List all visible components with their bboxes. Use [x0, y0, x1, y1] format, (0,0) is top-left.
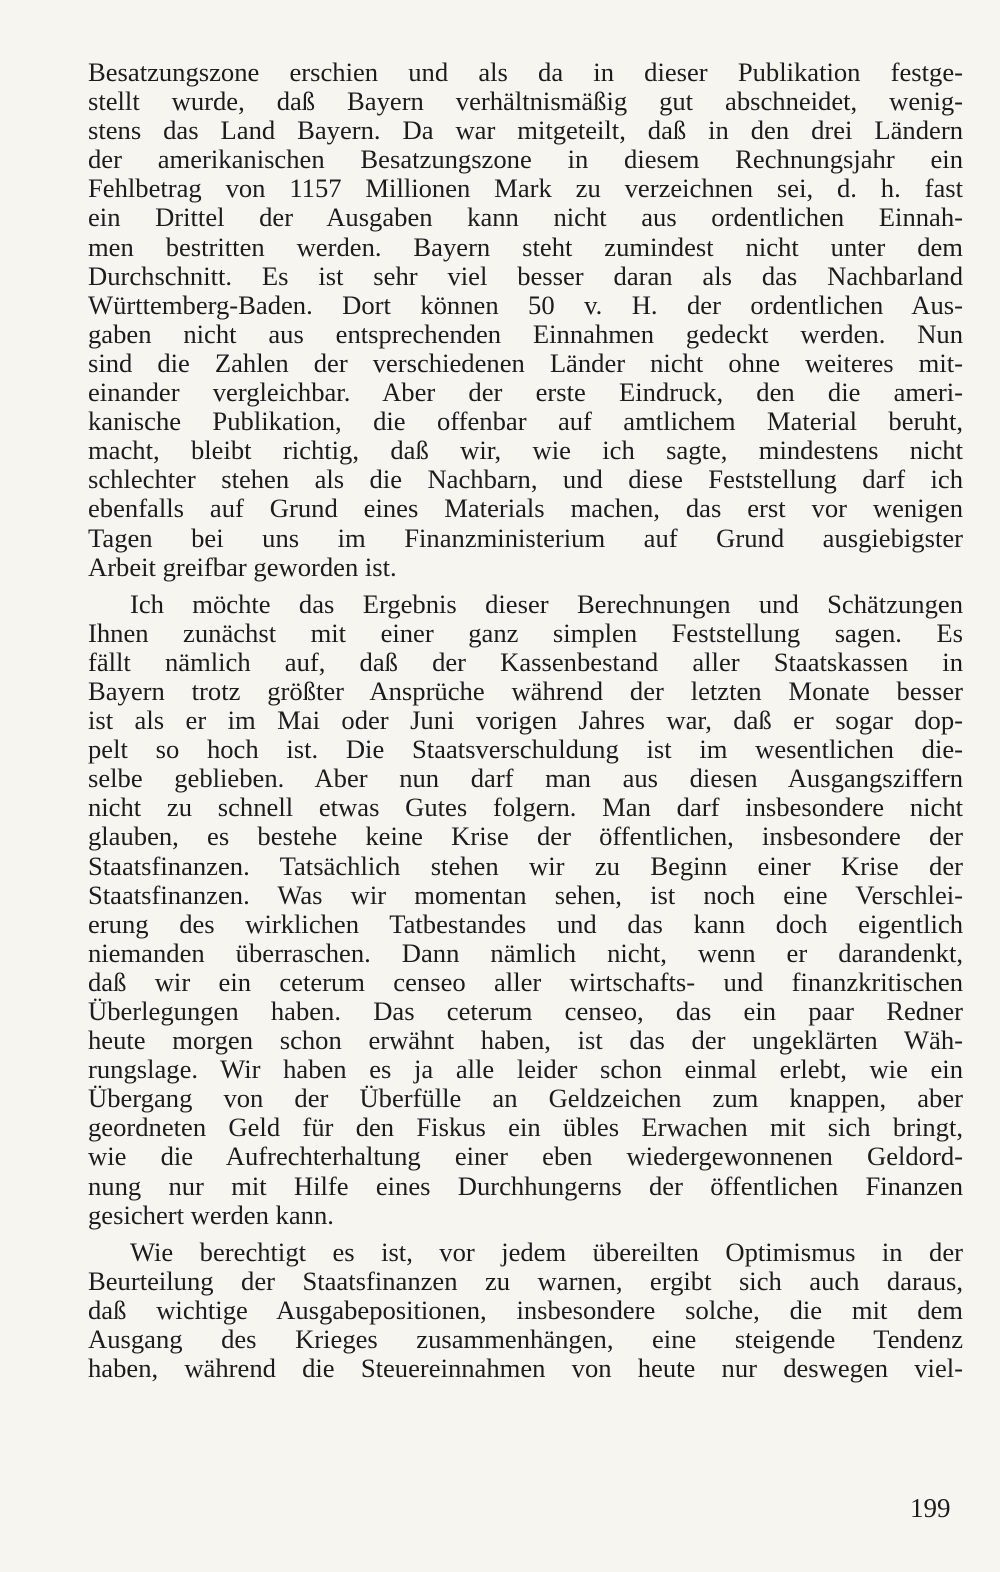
paragraph-3	[88, 1238, 963, 1383]
text-line: Tagen bei uns im Finanzministerium auf Grund ausgiebigster	[88, 522, 963, 553]
text-line: Übergang von der Überfülle an Geldzeichen zum knappen, aber	[88, 1083, 963, 1114]
text-line: rungslage. Wir haben es ja alle leider schon einmal erlebt, wie ein	[88, 1054, 963, 1085]
text-line: glauben, es bestehe keine Krise der öffentlichen, insbesondere der	[88, 821, 963, 852]
text-line: Staatsfinanzen. Tatsächlich stehen wir zu Beginn einer Krise der	[88, 850, 963, 881]
text-line: ebenfalls auf Grund eines Materials machen, das erst vor wenigen	[88, 493, 963, 524]
text-line: Fehlbetrag von 1157 Millionen Mark zu verzeichnen sei, d. h. fast	[88, 173, 963, 204]
page-number: 199	[910, 1493, 951, 1523]
text-line: gaben nicht aus entsprechenden Einnahmen gedeckt werden. Nun	[88, 318, 963, 349]
text-line: Bayern trotz größter Ansprüche während der letzten Monate besser	[88, 675, 963, 706]
text-line: daß wichtige Ausgabepositionen, insbesondere solche, die mit dem	[88, 1294, 963, 1325]
text-line: erung des wirklichen Tatbestandes und das kann doch eigentlich	[88, 908, 963, 939]
text-line: selbe geblieben. Aber nun darf man aus diesen Ausgangsziffern	[88, 763, 963, 794]
text-line: Ihnen zunächst mit einer ganz simplen Feststellung sagen. Es	[88, 617, 963, 648]
text-line: haben, während die Steuereinnahmen von heute nur deswegen viel-	[88, 1353, 963, 1384]
page-body	[88, 58, 963, 1383]
text-line: macht, bleibt richtig, daß wir, wie ich sagte, mindestens nicht	[88, 435, 963, 466]
text-line: Staatsfinanzen. Was wir momentan sehen, ist noch eine Verschlei-	[88, 879, 963, 910]
text-line: Wie berechtigt es ist, vor jedem übereilten Optimismus in der	[130, 1236, 963, 1267]
text-line: men bestritten werden. Bayern steht zumindest nicht unter dem	[88, 231, 963, 262]
paragraph-1	[88, 58, 963, 582]
text-line: heute morgen schon erwähnt haben, ist das der ungeklärten Wäh-	[88, 1025, 963, 1056]
text-line: Württemberg-Baden. Dort können 50 v. H. der ordentlichen Aus-	[88, 289, 963, 320]
text-line: ist als er im Mai oder Juni vorigen Jahres war, daß er sogar dop-	[88, 705, 963, 736]
text-line: nicht zu schnell etwas Gutes folgern. Man darf insbesondere nicht	[88, 792, 963, 823]
text-line: pelt so hoch ist. Die Staatsverschuldung ist im wesentlichen die-	[88, 734, 963, 765]
text-line: Überlegungen haben. Das ceterum censeo, das ein paar Redner	[88, 996, 963, 1026]
text-line: geordneten Geld für den Fiskus ein übles Erwachen mit sich bringt,	[88, 1112, 963, 1143]
text-line: Besatzungszone erschien und als da in dieser Publikation festge-	[88, 57, 963, 87]
text-line: Ausgang des Krieges zusammenhängen, eine steigende Tendenz	[88, 1324, 963, 1355]
text-line: fällt nämlich auf, daß der Kassenbestand aller Staatskassen in	[88, 646, 963, 677]
text-line: Durchschnitt. Es ist sehr viel besser daran als das Nachbarland	[88, 260, 963, 291]
text-line: der amerikanischen Besatzungszone in diesem Rechnungsjahr ein	[88, 144, 963, 175]
text-line: sind die Zahlen der verschiedenen Länder nicht ohne weiteres mit-	[88, 347, 963, 378]
text-line: einander vergleichbar. Aber der erste Eindruck, den die ameri-	[88, 377, 963, 408]
text-line: Ich möchte das Ergebnis dieser Berechnungen und Schätzungen	[130, 588, 963, 619]
text-line: stellt wurde, daß Bayern verhältnismäßig gut abschneidet, wenig-	[88, 86, 963, 117]
text-line: wie die Aufrechterhaltung einer eben wiedergewonnenen Geldord-	[88, 1141, 963, 1172]
text-line: daß wir ein ceterum censeo aller wirtschafts- und finanzkritischen	[88, 966, 963, 997]
text-line: niemanden überraschen. Dann nämlich nicht, wenn er darandenkt,	[88, 937, 963, 968]
paragraph-2	[88, 590, 963, 1230]
text-line: schlechter stehen als die Nachbarn, und diese Feststellung darf ich	[88, 464, 963, 495]
text-line: Arbeit greifbar geworden ist.	[88, 551, 397, 582]
text-line: gesichert werden kann.	[88, 1199, 334, 1230]
text-line: nung nur mit Hilfe eines Durchhungerns der öffentlichen Finanzen	[88, 1170, 963, 1201]
text-line: ein Drittel der Ausgaben kann nicht aus ordentlichen Einnah-	[88, 202, 963, 233]
text-line: stens das Land Bayern. Da war mitgeteilt, daß in den drei Ländern	[88, 115, 963, 146]
text-line: kanische Publikation, die offenbar auf amtlichem Material beruht,	[88, 406, 963, 437]
text-line: Beurteilung der Staatsfinanzen zu warnen, ergibt sich auch daraus,	[88, 1265, 963, 1296]
